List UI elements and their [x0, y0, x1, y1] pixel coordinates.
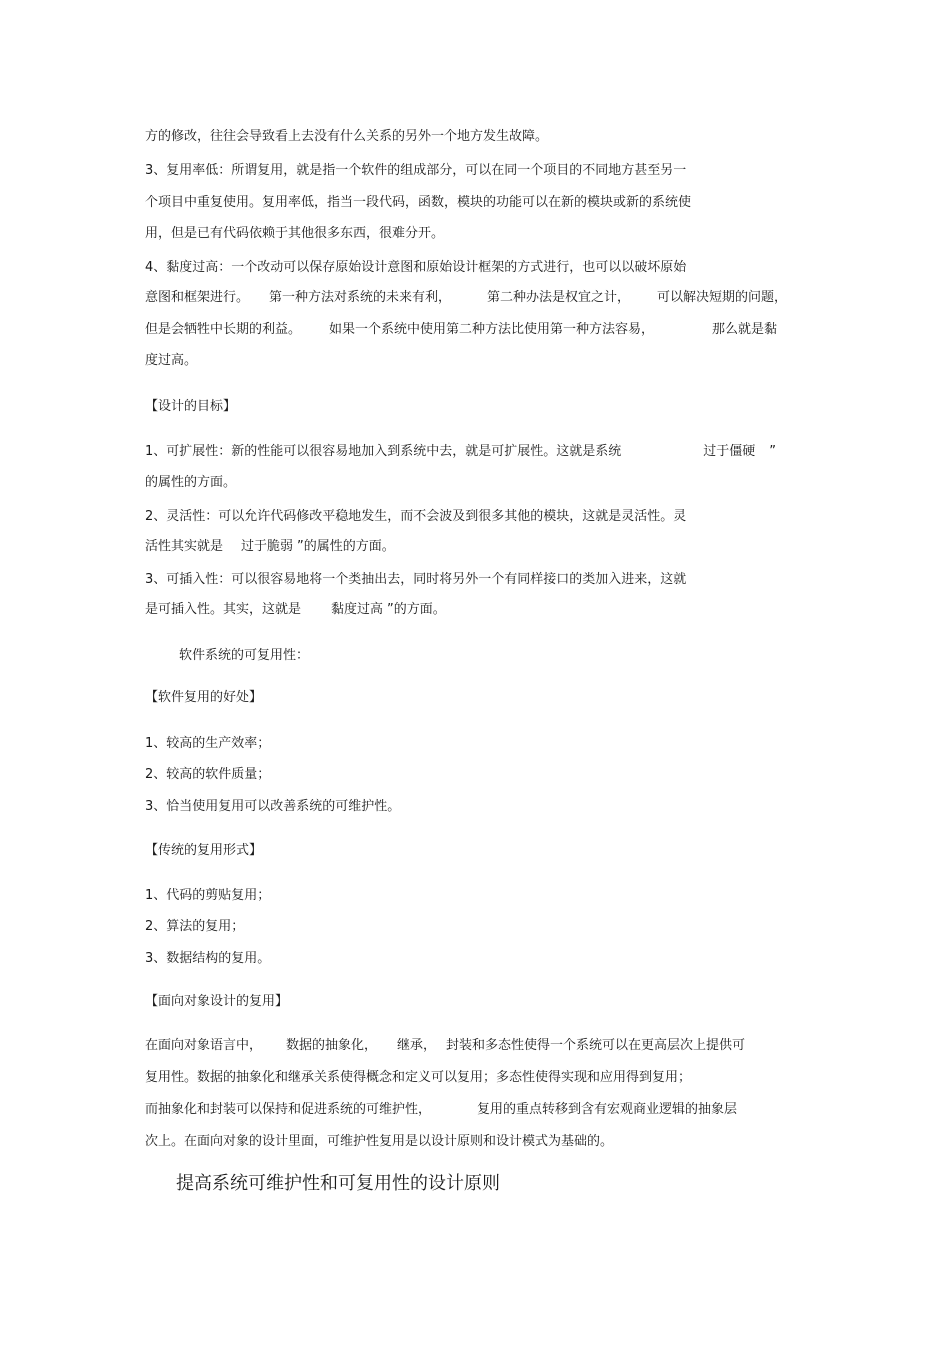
text: 方的修改，往往会导致看上去没有什么关系的另外一个地方发生故障。	[145, 129, 549, 144]
text: 3、复用率低：所谓复用，就是指一个软件的组成部分，可以在同一个项目的不同地方甚至另一	[145, 163, 687, 178]
text: 【软件复用的好处】	[145, 690, 263, 705]
text: 软件系统的可复用性：	[179, 648, 310, 663]
text: 1、可扩展性：新的性能可以很容易地加入到系统中去，就是可扩展性。这就是系统	[145, 444, 622, 459]
section-heading-traditional-reuse	[145, 843, 262, 859]
text: 是可插入性。其实，这就是	[145, 602, 302, 617]
text: 3、恰当使用复用可以改善系统的可维护性。	[145, 799, 401, 814]
text: 过于脆弱	[241, 539, 294, 554]
paragraph-line	[145, 1102, 737, 1118]
text: 的属性的方面。	[145, 475, 237, 490]
list-item	[145, 888, 270, 904]
text: 1、较高的生产效率；	[145, 736, 271, 751]
text: 2、灵活性：可以允许代码修改平稳地发生，而不会波及到很多其他的模块，这就是灵活性。灵	[145, 509, 687, 524]
section-title-design-principles	[176, 1173, 500, 1195]
text: 2、较高的软件质量；	[145, 767, 271, 782]
list-item	[145, 799, 400, 815]
paragraph-line	[145, 475, 236, 491]
text: 【传统的复用形式】	[145, 843, 263, 858]
text: 活性其实就是	[145, 539, 224, 554]
text: 但是会牺牲中长期的利益。	[145, 322, 302, 337]
text: 可以解决短期的问题，	[657, 290, 788, 305]
paragraph-line	[145, 226, 444, 242]
text: 个项目中重复使用。复用率低，指当一段代码，函数，模块的功能可以在新的模块或新的系统使	[145, 195, 692, 210]
list-item	[145, 736, 270, 752]
section-heading-oo-reuse	[145, 994, 288, 1010]
text: ”的方面。	[387, 602, 446, 617]
list-item-flexibility	[145, 509, 686, 525]
text: 那么就是黏	[712, 322, 778, 337]
section-heading-reuse-benefits	[145, 690, 262, 706]
text: 而抽象化和封装可以保持和促进系统的可维护性，	[145, 1102, 432, 1117]
list-item-pluggability	[145, 572, 686, 588]
paragraph-line	[145, 602, 446, 618]
text: 过于僵硬	[703, 444, 756, 459]
text: 复用的重点转移到含有宏观商业逻辑的抽象层	[477, 1102, 738, 1117]
paragraph-line	[145, 353, 197, 369]
list-item-viscosity	[145, 260, 686, 276]
paragraph-line	[145, 1070, 691, 1086]
paragraph-line	[145, 322, 777, 338]
text: 继承，	[397, 1038, 437, 1053]
text: 提高系统可维护性和可复用性的设计原则	[176, 1173, 500, 1194]
text: 数据的抽象化，	[286, 1038, 378, 1053]
text: 次上。在面向对象的设计里面，可维护性复用是以设计原则和设计模式为基础的。	[145, 1134, 614, 1149]
text: 黏度过高	[331, 602, 384, 617]
list-item	[145, 919, 244, 935]
text: 意图和框架进行。	[145, 290, 250, 305]
text: ”的属性的方面。	[297, 539, 395, 554]
text: 【设计的目标】	[145, 399, 237, 414]
paragraph-line	[145, 1038, 745, 1054]
text: 在面向对象语言中，	[145, 1038, 263, 1053]
text: 3、数据结构的复用。	[145, 951, 271, 966]
list-item	[145, 951, 270, 967]
text: 4、黏度过高：一个改动可以保存原始设计意图和原始设计框架的方式进行，也可以以破坏原始	[145, 260, 687, 275]
section-heading-design-goals	[145, 399, 236, 415]
subheading-software-reusability	[179, 648, 309, 664]
text: 复用性。数据的抽象化和继承关系使得概念和定义可以复用；多态性使得实现和应用得到复用；	[145, 1070, 692, 1085]
list-item	[145, 767, 270, 783]
text: 第一种方法对系统的未来有利，	[269, 290, 452, 305]
paragraph-line	[145, 129, 548, 145]
text: 第二种办法是权宜之计，	[487, 290, 631, 305]
text: 如果一个系统中使用第二种方法比使用第一种方法容易，	[329, 322, 655, 337]
paragraph-line	[145, 195, 691, 211]
text: 2、算法的复用；	[145, 919, 245, 934]
text: ”	[769, 444, 777, 459]
text: 3、可插入性：可以很容易地将一个类抽出去，同时将另外一个有同样接口的类加入进来，这就	[145, 572, 687, 587]
paragraph-line	[145, 1134, 613, 1150]
text: 封装和多态性使得一个系统可以在更高层次上提供可	[446, 1038, 746, 1053]
list-item-extensibility	[145, 444, 776, 460]
text: 度过高。	[145, 353, 198, 368]
paragraph-line	[145, 539, 395, 555]
paragraph-line	[145, 290, 787, 306]
text: 【面向对象设计的复用】	[145, 994, 289, 1009]
text: 1、代码的剪贴复用；	[145, 888, 271, 903]
text: 用，但是已有代码依赖于其他很多东西，很难分开。	[145, 226, 445, 241]
list-item-reuse-rate	[145, 163, 686, 179]
